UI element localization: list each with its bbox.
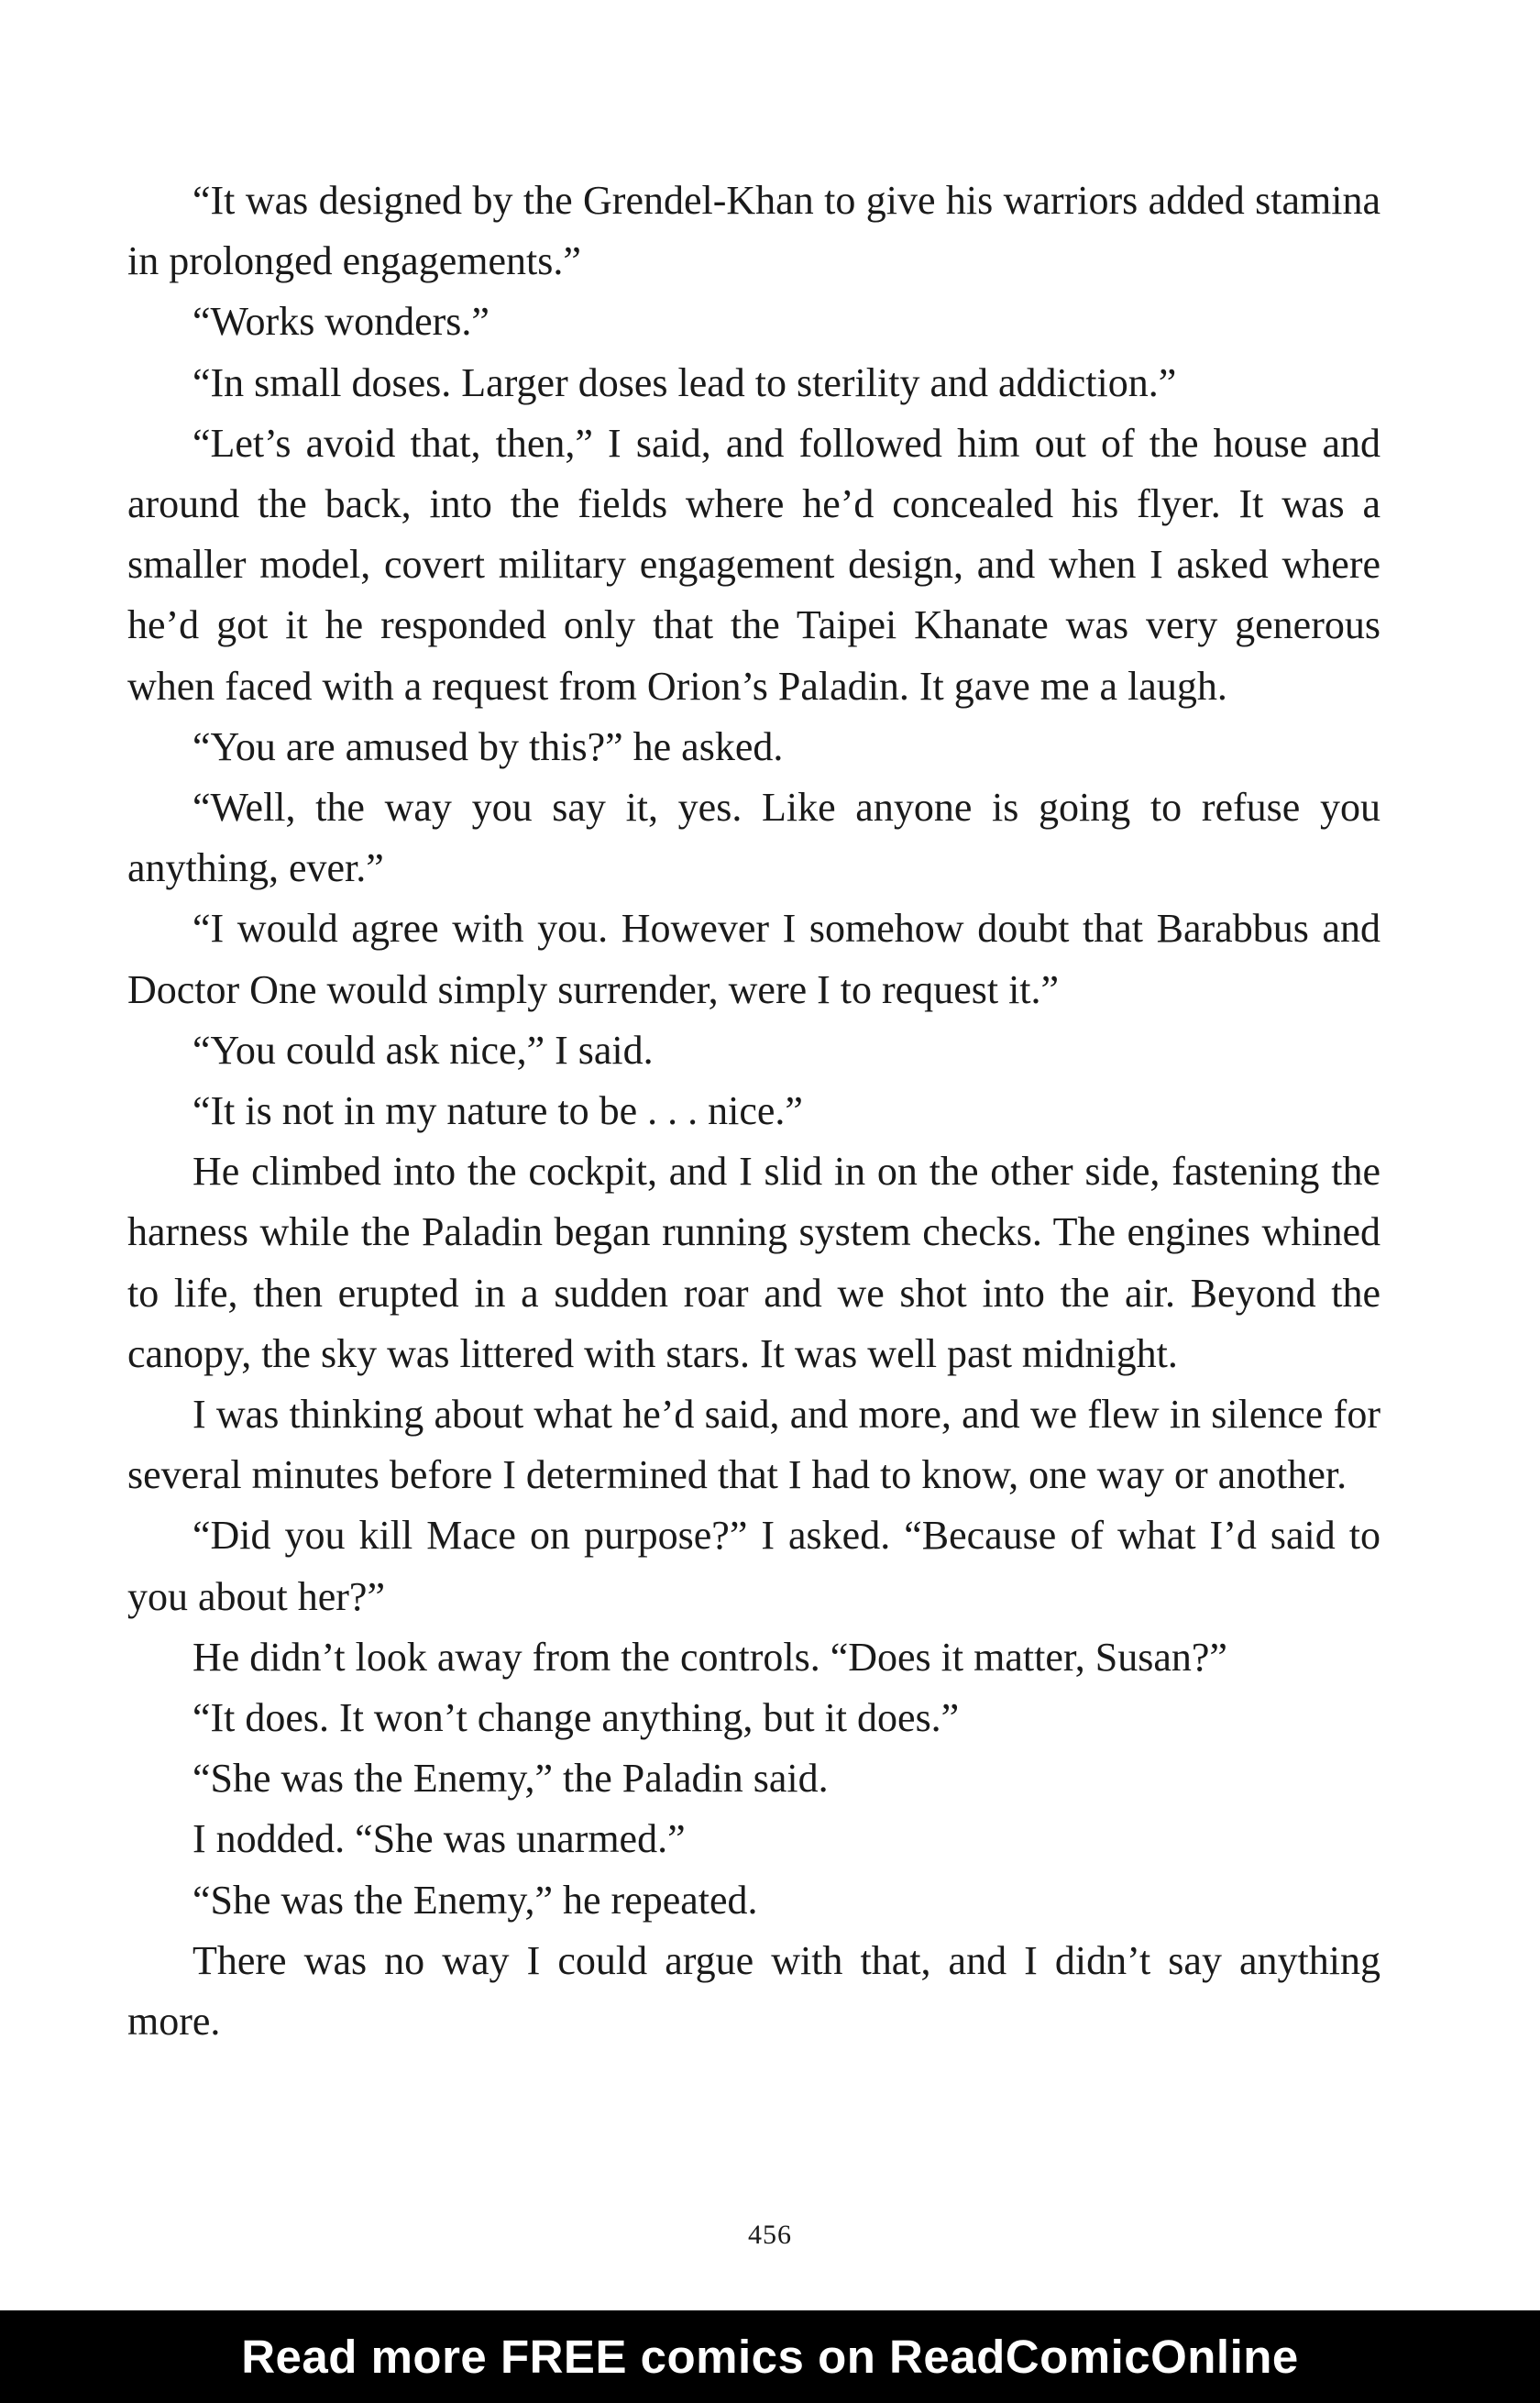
paragraph: I was thinking about what he’d said, and more, and we flew in silence for several minutes before I determined that I had to know, one way or another. <box>127 1392 1380 1498</box>
paragraph: He climbed into the cockpit, and I slid in on the other side, fastening the harness while the Paladin began running system checks. The engines whined to life, then erupted in a sudden roar and we shot into the air. Beyond the canopy, the sky was littered with stars. It was well past midnight. <box>127 1149 1380 1376</box>
footer-banner-text[interactable]: Read more FREE comics on ReadComicOnline <box>241 2331 1299 2383</box>
paragraph: “In small doses. Larger doses lead to sterility and addiction.” <box>192 359 1177 405</box>
footer-banner[interactable] <box>0 2310 1540 2403</box>
paragraph: “Did you kill Mace on purpose?” I asked. “Because of what I’d said to you about her?” <box>127 1513 1380 1619</box>
paragraph: “It does. It won’t change anything, but it does.” <box>192 1695 960 1741</box>
paragraph: “Works wonders.” <box>192 299 490 345</box>
paragraph: “Well, the way you say it, yes. Like anyone is going to refuse you anything, ever.” <box>127 785 1380 891</box>
paragraph: “She was the Enemy,” the Paladin said. <box>192 1756 829 1802</box>
paragraph: There was no way I could argue with that, and I didn’t say anything more. <box>127 1937 1380 2045</box>
page-number: 456 <box>748 2220 792 2250</box>
body-text <box>127 171 1380 2052</box>
paragraph: “You are amused by this?” he asked. <box>192 723 784 769</box>
paragraph: “It was designed by the Grendel-Khan to give his warriors added stamina in prolonged engagements.” <box>127 178 1380 284</box>
paragraph: “She was the Enemy,” he repeated. <box>192 1877 758 1923</box>
paragraph: I nodded. “She was unarmed.” <box>192 1816 686 1862</box>
paragraph: “I would agree with you. However I somehow doubt that Barabbus and Doctor One would simply surrender, were I to request it.” <box>127 906 1380 1012</box>
paragraph: “Let’s avoid that, then,” I said, and followed him out of the house and around the back, into the fields where he’d concealed his flyer. It was a smaller model, covert military engagement design, and when I asked where he’d got it he responded only that the Taipei Khanate was very generous when faced with a request from Orion’s Paladin. It gave me a laugh. <box>127 420 1380 709</box>
paragraph: “You could ask nice,” I said. <box>192 1027 654 1073</box>
paragraph: He didn’t look away from the controls. “Does it matter, Susan?” <box>192 1634 1227 1680</box>
paragraph: “It is not in my nature to be . . . nice.” <box>192 1088 803 1134</box>
